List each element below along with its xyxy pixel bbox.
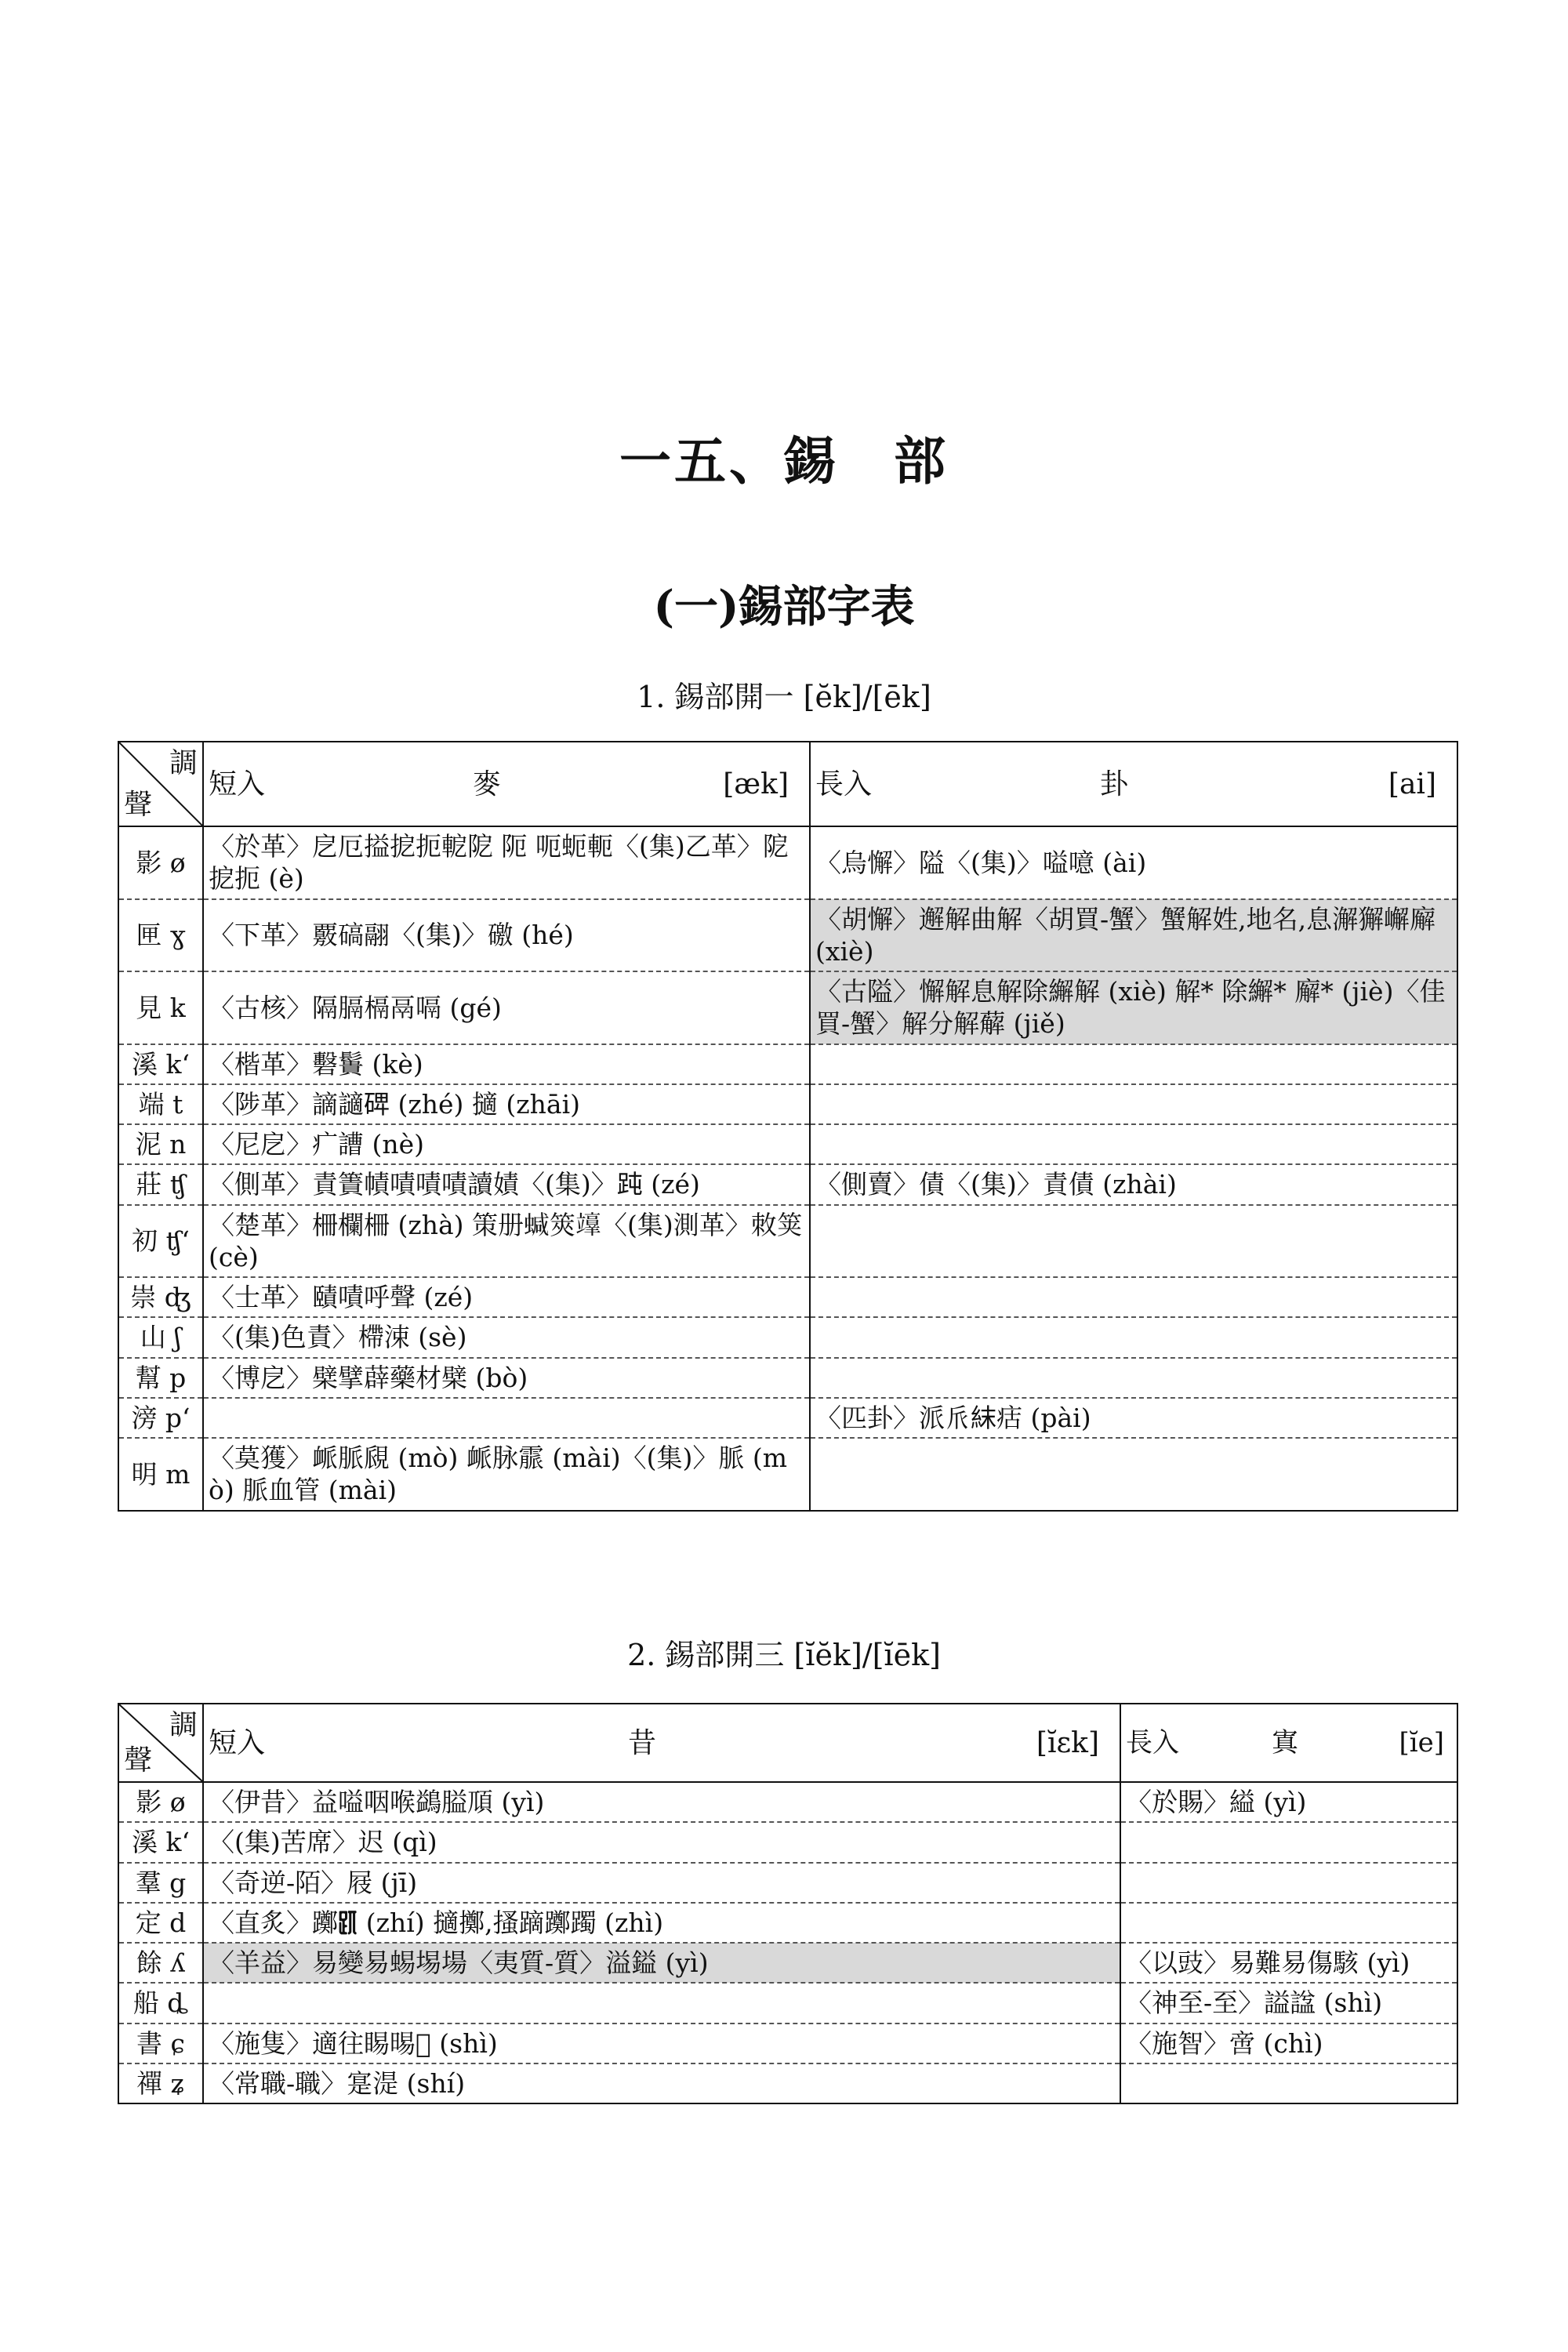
short-entering-cell: 〈士革〉賾嘖呼聲 (zé) xyxy=(203,1277,810,1317)
corner-cell xyxy=(118,1704,203,1782)
initial-cell: 崇 ʤ xyxy=(118,1277,203,1317)
short-entering-cell: 〈(集)色責〉㯂涑 (sè) xyxy=(203,1317,810,1357)
long-entering-header xyxy=(1120,1704,1457,1782)
long-entering-cell: 〈胡懈〉邂解曲解〈胡買-蟹〉蟹解姓,地名,息澥獬嶰廨 (xiè) xyxy=(810,899,1457,972)
long-entering-cell: 〈以豉〉易難易傷駭 (yì) xyxy=(1120,1943,1457,1983)
initial-cell: 泥 n xyxy=(118,1124,203,1164)
page-title: 一五、錫 部 xyxy=(619,430,949,492)
long-entering-cell xyxy=(810,1124,1457,1164)
short-entering-cell: 〈直炙〉躑𧿁 (zhí) 擿擲,搔蹢躑躅 (zhì) xyxy=(203,1903,1120,1943)
initial-cell: 匣 ɣ xyxy=(118,899,203,972)
short-entering-cell: 〈側革〉責簀幘嘖嘖嘖讀嫧〈(集)〉𧿬 (zé) xyxy=(203,1164,810,1204)
short-entering-cell: 〈陟革〉謫讁𥓓 (zhé) 擿 (zhāi) xyxy=(203,1084,810,1124)
long-entering-cell: 〈側賣〉債〈(集)〉責債 (zhài) xyxy=(810,1164,1457,1204)
long-entering-cell xyxy=(1120,1822,1457,1862)
initial-cell: 溪 kʻ xyxy=(118,1822,203,1862)
long-entering-cell: 〈古隘〉懈解息解除繲解 (xiè) 解* 除繲* 廨* (jiè)〈佳買-蟹〉解分解薢 (jiě) xyxy=(810,971,1457,1044)
table2-heading: 2. 錫部開三 [ĭĕk]/[ĭēk] xyxy=(627,1638,941,1672)
long-entering-cell: 〈神至-至〉謚諡 (shì) xyxy=(1120,1983,1457,2023)
long-entering-cell xyxy=(810,1205,1457,1278)
table-row xyxy=(118,1863,1457,1903)
table-row xyxy=(118,2024,1457,2063)
short-entering-cell: 〈(集)苦席〉迟 (qì) xyxy=(203,1822,1120,1862)
short-entering-cell: 〈常職-職〉寔湜 (shí) xyxy=(203,2063,1120,2103)
long-entering-cell xyxy=(1120,1903,1457,1943)
table-row xyxy=(118,1943,1457,1983)
table-row xyxy=(118,1358,1457,1398)
long-entering-cell: 〈匹卦〉派𠂢𥿉㽽 (pài) xyxy=(810,1398,1457,1438)
corner-initial-label: 聲 xyxy=(124,1744,153,1777)
table-row xyxy=(118,1903,1457,1943)
initial-cell: 書 ɕ xyxy=(118,2024,203,2063)
long-entering-header xyxy=(810,742,1457,826)
short-entering-header xyxy=(203,742,810,826)
short-entering-cell: 〈奇逆-陌〉屐 (jī) xyxy=(203,1863,1120,1903)
short-entering-cell: 〈楚革〉柵欄柵 (zhà) 策册𧍧筴𥫉〈(集)測革〉敇䇲 (cè) xyxy=(203,1205,810,1278)
table1-heading: 1. 錫部開一 [ĕk]/[ēk] xyxy=(637,680,931,714)
initial-cell: 端 t xyxy=(118,1084,203,1124)
rhyme-table-1 xyxy=(118,741,1458,1512)
table-row xyxy=(118,1317,1457,1357)
long-entering-cell xyxy=(810,1084,1457,1124)
initial-cell: 溪 kʻ xyxy=(118,1044,203,1084)
short-entering-cell xyxy=(203,1398,810,1438)
short-entering-cell: 〈楷革〉礊䰎 (kè) xyxy=(203,1044,810,1084)
short-entering-cell: 〈尼戹〉疒䜊 (nè) xyxy=(203,1124,810,1164)
initial-cell: 明 m xyxy=(118,1438,203,1511)
short-entering-cell: 〈博戹〉檗擘薜藥材檗 (bò) xyxy=(203,1358,810,1398)
table-row xyxy=(118,1044,1457,1084)
table-row xyxy=(118,1398,1457,1438)
short-ipa: [ĭɛk] xyxy=(1036,1726,1099,1759)
long-rhyme: 寘 xyxy=(1272,1726,1298,1759)
corner-tone-label: 調 xyxy=(169,747,198,779)
table-header-row xyxy=(118,1704,1457,1782)
short-entering-cell: 〈羊益〉易變易蜴埸場〈夷質-質〉溢鎰 (yì) xyxy=(203,1943,1120,1983)
long-ipa: [ai] xyxy=(1388,768,1436,800)
short-entering-cell: 〈古核〉隔膈槅鬲嗝 (gé) xyxy=(203,971,810,1044)
table-row xyxy=(118,1782,1457,1822)
initial-cell: 禪 ʑ xyxy=(118,2063,203,2103)
long-entering-cell xyxy=(810,1358,1457,1398)
table-row xyxy=(118,2063,1457,2103)
short-rhyme: 昔 xyxy=(627,1726,656,1759)
short-entering-cell: 〈伊昔〉益嗌咽喉鷁膉䪲 (yì) xyxy=(203,1782,1120,1822)
table-row xyxy=(118,1124,1457,1164)
table-row xyxy=(118,1084,1457,1124)
table-row xyxy=(118,971,1457,1044)
table-row xyxy=(118,1983,1457,2023)
table-row xyxy=(118,1277,1457,1317)
short-entering-cell: 〈於革〉戹厄搤㧖扼軶阸 阨 呃蚅軛〈(集)乙革〉阸㧖扼 (è) xyxy=(203,826,810,899)
initial-cell: 定 d xyxy=(118,1903,203,1943)
initial-cell: 影 ø xyxy=(118,826,203,899)
short-entering-cell: 〈莫獲〉衇脈覛 (mò) 衇脉霢 (mài)〈(集)〉脈 (mò) 脈血管 (mài) xyxy=(203,1438,810,1511)
initial-cell: 山 ʃ xyxy=(118,1317,203,1357)
long-entering-cell: 〈施智〉啻 (chì) xyxy=(1120,2024,1457,2063)
corner-tone-label: 調 xyxy=(169,1709,198,1741)
table-row xyxy=(118,1822,1457,1862)
long-entering-cell xyxy=(1120,1863,1457,1903)
long-entering-cell xyxy=(810,1317,1457,1357)
long-label: 長入 xyxy=(815,768,873,800)
short-rhyme: 麥 xyxy=(472,768,501,800)
corner-initial-label: 聲 xyxy=(124,789,153,821)
initial-cell: 餘 ʎ xyxy=(118,1943,203,1983)
table-row xyxy=(118,1205,1457,1278)
initial-cell: 幫 p xyxy=(118,1358,203,1398)
rhyme-table-2 xyxy=(118,1703,1458,2104)
short-ipa: [æk] xyxy=(723,768,789,800)
long-entering-cell xyxy=(810,1438,1457,1511)
initial-cell: 羣 g xyxy=(118,1863,203,1903)
table-row xyxy=(118,826,1457,899)
long-entering-cell xyxy=(810,1277,1457,1317)
short-entering-cell: 〈下革〉覈碻翮〈(集)〉礉 (hé) xyxy=(203,899,810,972)
long-entering-cell: 〈烏懈〉隘〈(集)〉嗌噫 (ài) xyxy=(810,826,1457,899)
initial-cell: 莊 ʧ xyxy=(118,1164,203,1204)
table-row xyxy=(118,1164,1457,1204)
long-entering-cell: 〈於賜〉縊 (yì) xyxy=(1120,1782,1457,1822)
initial-cell: 滂 pʻ xyxy=(118,1398,203,1438)
initial-cell: 見 k xyxy=(118,971,203,1044)
short-entering-header xyxy=(203,1704,1120,1782)
long-ipa: [ĭe] xyxy=(1399,1726,1444,1759)
table-header-row xyxy=(118,742,1457,826)
short-label: 短入 xyxy=(209,1726,266,1759)
short-entering-cell: 〈施隻〉適往睗晹𧈗 (shì) xyxy=(203,2024,1120,2063)
initial-cell: 船 ȡ xyxy=(118,1983,203,2023)
long-label: 長入 xyxy=(1126,1726,1179,1759)
long-entering-cell xyxy=(1120,2063,1457,2103)
short-label: 短入 xyxy=(209,768,266,800)
short-entering-cell xyxy=(203,1983,1120,2023)
long-rhyme: 卦 xyxy=(1099,768,1128,800)
corner-cell xyxy=(118,742,203,826)
long-entering-cell xyxy=(810,1044,1457,1084)
initial-cell: 初 ʧʻ xyxy=(118,1205,203,1278)
initial-cell: 影 ø xyxy=(118,1782,203,1822)
table-row xyxy=(118,899,1457,972)
table-row xyxy=(118,1438,1457,1511)
section-subtitle: (一)錫部字表 xyxy=(653,581,915,633)
